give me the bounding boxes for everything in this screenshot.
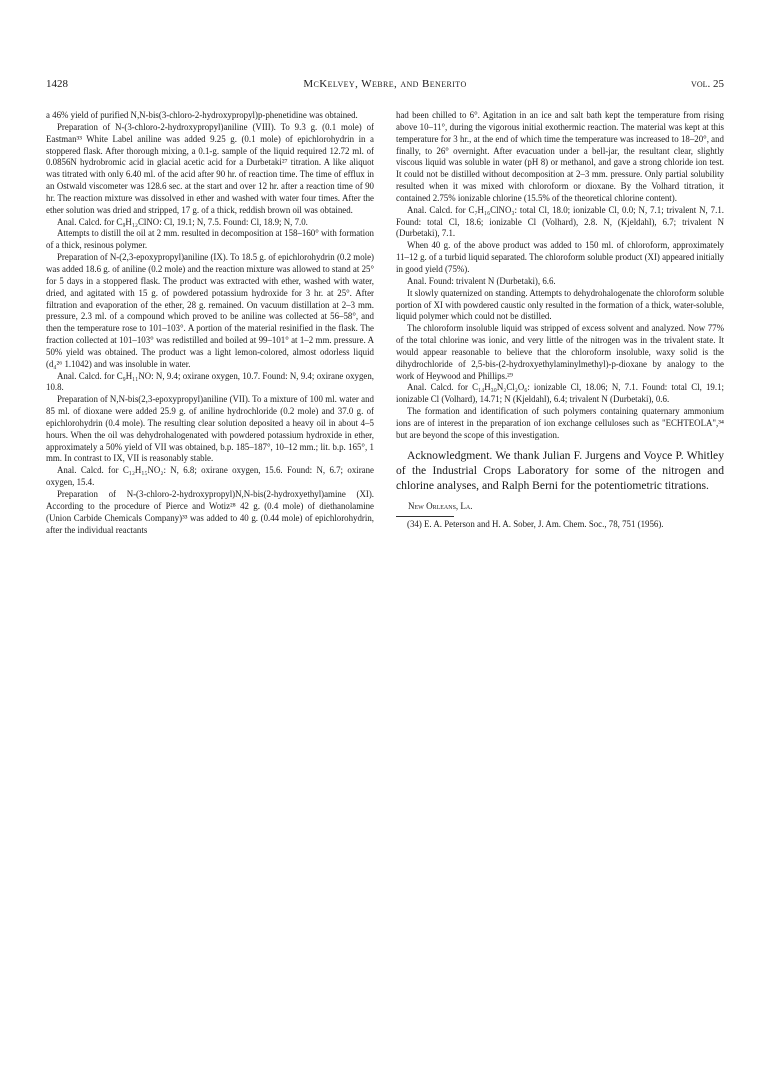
paragraph: When 40 g. of the above product was added to 150 ml. of chloroform, approximately 11–12 g. of a turbid liquid separated. The chloroform soluble product (XI) appeared initially in good yield (75%). <box>396 240 724 274</box>
page-number: 1428 <box>46 78 68 90</box>
volume-label: vol. 25 <box>691 78 724 90</box>
paragraph: Attempts to distill the oil at 2 mm. resulted in decomposition at 158–160° with formation of a thick, resinous polymer. <box>46 228 374 251</box>
paragraph: Anal. Calcd. for C₁₄H₃₀N₂Cl₂O₆: ionizable Cl, 18.06; N, 7.1. Found: total Cl, 19.1; ionizable Cl (Volhard), 14.71; N (Kjeldahl), 6.4; trivalent N (Durbetaki), 0.6. <box>396 382 724 405</box>
acknowledgment: Acknowledgment. We thank Julian F. Jurgens and Voyce P. Whitley of the Industrial Crops Laboratory for some of the nitrogen and chlorine analyses, and Ralph Berni for the potentiometric titrations. <box>396 448 724 493</box>
paragraph: Preparation of N-(3-chloro-2-hydroxypropyl)aniline (VIII). To 9.3 g. (0.1 mole) of Eastman³³ White Label aniline was added 9.25 g. (0.1 mole) of epichlorohydrin in a stoppered flask. After thorough mixing, a 0.1-g. sample of the liquid required 12.72 ml. of 0.0856N hydrobromic acid in glacial acetic acid for a Durbetaki²⁷ titration. A like aliquot was titrated with only 6.40 ml. of the acid after 90 hr. of reaction time. The time of efflux in an Ostwald viscometer was 128.6 sec. at the start and over 12 hr. after a reaction time of 90 hr. The reaction mixture was dissolved in ether and washed with water four times. After the ether solution was dried and stripped, 17 g. of a thick, reddish brown oil was obtained. <box>46 121 374 215</box>
paragraph: The chloroform insoluble liquid was stripped of excess solvent and analyzed. Now 77% of the total chlorine was ionic, and very little of the nitrogen was in the trivalent state. It would appear reasonable to believe that the chloroform insoluble, waxy solid is the dihydrochloride of 2,5-bis-(2-hydroxyethylaminylmethyl)-p-dioxane by analogy to the work of Heywood and Phillips.²⁹ <box>396 323 724 381</box>
location-line: New Orleans, La. <box>408 501 473 512</box>
footnote-divider <box>396 516 454 517</box>
paragraph: It slowly quaternized on standing. Attempts to dehydrohalogenate the chloroform soluble portion of XI with powdered caustic only resulted in the formation of a thick, water-soluble, liquid polymer which could not be distilled. <box>396 287 724 322</box>
right-column <box>396 110 724 531</box>
running-header <box>46 78 724 92</box>
paragraph: Anal. Calcd. for C₁₂H₁₅NO₂: N, 6.8; oxirane oxygen, 15.6. Found: N, 6.7; oxirane oxygen, 15.4. <box>46 465 374 488</box>
paragraph: Preparation of N-(2,3-epoxypropyl)aniline (IX). To 18.5 g. of epichlorohydrin (0.2 mole) was added 18.6 g. of aniline (0.2 mole) and the reaction mixture was allowed to stand at 25° for 5 days in a stoppered flask. The product was extracted with ether, washed with water, dried, and agitated with 15 g. of powdered potassium hydroxide for 3 hr. at 25°. After filtration and evaporation of the ether, 28 g. remained. On vacuum distillation at 2–3 mm. pressure, 2.3 ml. of a compound which proved to be aniline was collected at 56–58°, and then the temperature rose to 101–103°. A portion of the material resinified in the flask. The fraction collected at 101–103° was redistilled and boiled at 99–101° at 1–2 mm. pressure. A 50% yield was obtained. The product was a light lemon-colored, almost odorless liquid (d₄²⁶ 1.1042) and was insoluble in water. <box>46 252 374 369</box>
paragraph: The formation and identification of such polymers containing quaternary ammonium ions are of interest in the preparation of ion exchange celluloses such as "ECHTEOLA",³⁴ but are beyond the scope of this investigation. <box>396 406 724 440</box>
paragraph: Anal. Calcd. for C₇H₁₆ClNO₃: total Cl, 18.0; ionizable Cl, 0.0; N, 7.1; trivalent N, 7.1. Found: total Cl, 18.6; ionizable Cl (Volhard), 2.8. N, (Kjeldahl), 6.7; trivalent N (Durbetaki), 7.1. <box>396 204 724 239</box>
paragraph: Preparation of N-(3-chloro-2-hydroxypropyl)N,N-bis(2-hydroxyethyl)amine (XI). According to the procedure of Pierce and Wotiz²⁸ 42 g. (0.4 mole) of diethanolamine (Union Carbide Chemicals Company)³³ was added to 40 g. (0.44 mole) of epichlorohydrin, after the individual reactants <box>46 489 374 535</box>
paragraph: Anal. Calcd. for C₉H₁₂ClNO: Cl, 19.1; N, 7.5. Found: Cl, 18.9; N, 7.0. <box>57 216 308 227</box>
paragraph: Anal. Found: trivalent N (Durbetaki), 6.6. <box>407 275 556 286</box>
footnote: (34) E. A. Peterson and H. A. Sober, J. Am. Chem. Soc., 78, 751 (1956). <box>407 519 664 530</box>
paragraph: a 46% yield of purified N,N-bis(3-chloro-2-hydroxypropyl)p-phenetidine was obtained. <box>46 110 358 120</box>
paragraph: Preparation of N,N-bis(2,3-epoxypropyl)aniline (VII). To a mixture of 100 ml. water and 85 ml. of dioxane were added 25.9 g. of aniline hydrochloride (0.2 mole) and 37.0 g. of epichlorohydrin (0.4 mole). The resulting clear solution deposited a heavy oil in about 4–5 hours. When the oil was dehydrohalogenated with powdered potassium hydroxide in ether, approximately a 50% yield of VII was obtained, b.p. 185–187°, 10–12 mm.; lit. b.p. 165°, 1 mm. In contrast to IX, VII is reasonably stable. <box>46 394 374 464</box>
left-column <box>46 110 374 536</box>
paragraph: Anal. Calcd. for C₉H₁₁NO: N, 9.4; oxirane oxygen, 10.7. Found: N, 9.4; oxirane oxygen, 10.8. <box>46 370 374 393</box>
running-authors: McKelvey, Webre, and Benerito <box>303 78 467 90</box>
paragraph: had been chilled to 6°. Agitation in an ice and salt bath kept the temperature from rising above 10–11°, during the vigorous initial exothermic reaction. The material was kept at this temperature for 3 hr., at the end of which time the temperature was increased to 18–20°, and finally, to 26° overnight. After evacuation under a bell-jar, the resultant clear, slightly viscous liquid was soluble in water (pH 8) or methanol, and gave a strong chloride ion test. It could not be distilled without decomposition at 2–3 mm. pressure. Only partial solubility resulted when it was mixed with chloroform or dioxane. By the Volhard titration, it contained 2.75% ionizable chlorine (15.5% of the theoretical chlorine content). <box>396 110 724 203</box>
